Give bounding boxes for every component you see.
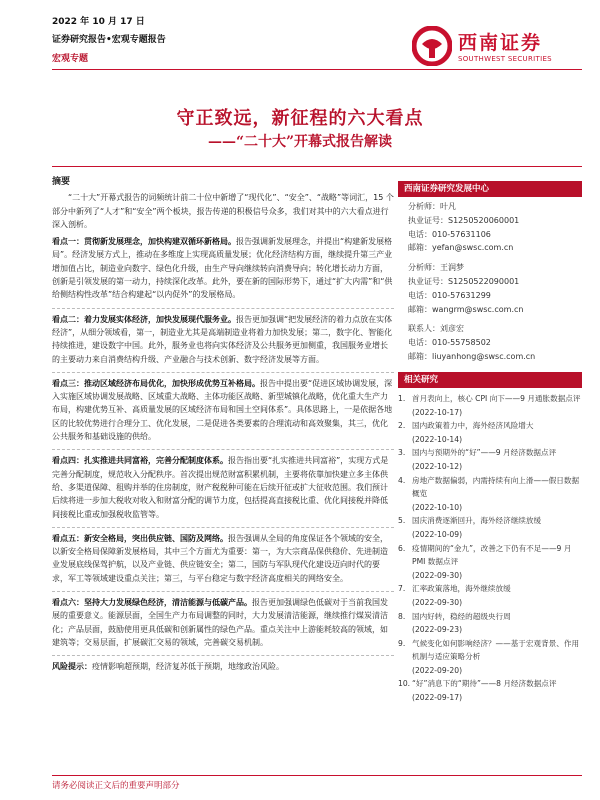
brand-logo — [412, 26, 572, 70]
logo-mark-icon — [412, 26, 452, 66]
related-item[interactable] — [398, 419, 582, 446]
related-research-heading: 相关研究 — [398, 372, 582, 388]
divider — [52, 308, 394, 309]
related-item[interactable] — [398, 514, 582, 541]
related-num: 4. — [398, 475, 406, 485]
analyst-block — [408, 200, 582, 364]
related-title: “好”消息下的“期待”——8 月经济数据点评 — [412, 679, 557, 689]
point-text: 报告中提出要“促进区域协调发展，深入实施区域协调发展战略、区域重大战略、主体功能区战略、新型城镇化战略，优化重大生产力布局，构建优势互补、高质量发展的区域经济布局和国土空间体系”。具体思路上，一是依据各地区的比较优势进行合理分工、优化发展，二是促进各类要素的合理流动和高效聚集，其三，优化公共服务和基础设施的供给。 — [52, 378, 393, 442]
analyst-license: 执业证号：S1250520060001 — [408, 215, 520, 225]
point-text: 报告强调新发展理念，并提出“构建新发展格局”。经济发展方式上，推动在多维度上实现高质量发展；优化经济结构方面，继续提升第三产业增加值占比，制造业向数字、绿色化升级，由生产导向继续转向消费导向；转化增长动力方面，创新是引领发展的第一动力，持续深化改革。此外，要在新的国际形势下，通过“扩大内需”和“供给侧结构性改革”结合构建起“以内促外”的发展格局。 — [52, 237, 393, 300]
research-center-heading: 西南证券研究发展中心 — [398, 181, 582, 197]
title-divider — [52, 166, 582, 167]
header-divider — [52, 69, 582, 70]
related-title: 国庆消费逐渐回升，海外经济继续放缓 — [412, 516, 542, 526]
related-item[interactable] — [398, 610, 582, 637]
contact-phone: 电话：010-55758502 — [408, 338, 491, 348]
analyst-phone: 电话：010-57631106 — [408, 229, 491, 239]
analyst-name: 分析师：叶凡 — [408, 202, 456, 211]
brand-name-cn: 西南证券 — [458, 32, 543, 54]
footer-divider — [52, 775, 582, 776]
related-title: 国内政策着力中，海外经济风险增大 — [412, 421, 534, 431]
divider — [52, 372, 394, 373]
divider — [52, 449, 394, 450]
related-title: 房地产数据偏弱，内需持续有向上滑——假日数据概览 — [412, 475, 580, 499]
related-date: (2022-09-30) — [412, 597, 463, 607]
divider — [52, 655, 394, 656]
risk-text: 疫情影响超预期，经济复苏低于预期，地缘政治风险。 — [92, 662, 284, 672]
related-date: (2022-10-10) — [412, 502, 463, 512]
abstract-intro: “二十大”开幕式报告的词频统计前二十位中新增了“现代化”、“安全”、“战略”等词汇，15 个部分中新列了“人才”和“安全”两个板块，报告传递的积极信号众多，我们对其中的六大看点进行深入剖析。 — [52, 193, 394, 229]
related-num: 3. — [398, 448, 406, 458]
divider — [52, 591, 394, 592]
report-subtitle: ——“二十大”开幕式报告解读 — [207, 134, 393, 150]
related-title: 气候变化如何影响经济？——基于宏观背景、作用机制与适应策略分析 — [412, 638, 580, 662]
analyst-email[interactable]: 邮箱：wangrm@swsc.com.cn — [408, 304, 524, 314]
related-title: 国内与预期外的“好”——9 月经济数据点评 — [412, 448, 557, 458]
risk-note — [52, 660, 394, 673]
related-item[interactable] — [398, 392, 582, 419]
related-title: 国内好转，稳经的超级央行周 — [412, 611, 511, 621]
point-2 — [52, 313, 394, 366]
related-title: 首月表向上，核心 CPI 向下——9 月通胀数据点评 — [412, 394, 581, 403]
analyst-license: 执业证号：S1250522090001 — [408, 276, 520, 286]
related-item[interactable] — [398, 582, 582, 609]
point-lead: 看点六：坚持大力发展绿色经济，清洁能源与低碳产品。 — [52, 598, 252, 608]
point-lead: 看点二：着力发展实体经济，加快发展现代服务业。 — [52, 314, 236, 324]
brand-name-en: SOUTHWEST SECURITIES — [458, 55, 552, 63]
point-1 — [52, 235, 394, 301]
point-text: 报告更加强调绿色低碳对于当前我国发展的重要意义。能源层面，全国生产力布局调整的同时，大力发展清洁能源，继续推行煤炭清洁化；产品层面，鼓励使用更具低碳和创新属性的绿色产品。重点关注中上游能耗较高的领域，如建筑等；交易层面，扩展碳汇交易的领域，完善碳交易机制。 — [52, 598, 388, 647]
related-num: 2. — [398, 421, 406, 431]
related-date: (2022-09-23) — [412, 625, 463, 635]
related-title: 疫情期间的“金九”，改善之下仍有不足——9 月 PMI 数据点评 — [412, 543, 572, 567]
related-item[interactable] — [398, 542, 582, 583]
report-title: 守正致远，新征程的六大看点 — [176, 108, 424, 129]
related-research-list — [398, 392, 582, 705]
point-text: 报告更加强调“把发展经济的着力点放在实体经济”，从细分领域看，第一，制造业尤其是高端制造业将着力加快发展；第二，数字化、智能化持续推进，建设数字中国。此外，服务业也将向实体经济及公共服务更加侧重，我国服务业增长的主要动力来自消费结构升级、产业融合与技术创新、数字经济发展等方面。 — [52, 314, 393, 364]
report-date: 2022 年 10 月 17 日 — [52, 17, 145, 27]
point-lead: 看点四：扎实推进共同富裕，完善分配制度体系。 — [52, 456, 228, 466]
abstract-heading: 摘要 — [52, 177, 71, 187]
contact-name: 联系人：刘彦宏 — [408, 324, 464, 334]
point-3 — [52, 377, 394, 443]
related-date: (2022-10-14) — [412, 434, 463, 444]
point-4 — [52, 454, 394, 520]
related-item[interactable] — [398, 446, 582, 473]
related-num: 1. — [398, 394, 406, 403]
report-type: 证券研究报告•宏观专题报告 — [52, 35, 166, 45]
point-5 — [52, 532, 394, 585]
point-lead: 看点五：新安全格局，突出供应链、国防及网络。 — [52, 533, 228, 543]
divider — [52, 527, 394, 528]
related-date: (2022-09-30) — [412, 570, 463, 580]
point-6 — [52, 596, 394, 649]
related-date: (2022-09-20) — [412, 665, 463, 675]
risk-lead: 风险提示： — [52, 662, 92, 672]
abstract-section — [52, 176, 394, 674]
related-num: 7. — [398, 584, 406, 594]
related-num: 5. — [398, 516, 406, 526]
footer-disclaimer: 请务必阅读正文后的重要声明部分 — [52, 781, 180, 791]
related-title: 汇率政策落地，海外继续放缓 — [412, 584, 511, 594]
related-date: (2022-09-17) — [412, 693, 463, 703]
related-item[interactable] — [398, 677, 582, 704]
point-lead: 看点一：贯彻新发展理念，加快构建双循环新格局。 — [52, 237, 236, 247]
related-item[interactable] — [398, 474, 582, 515]
related-num: 10. — [398, 679, 411, 689]
contact-email[interactable]: 邮箱：liuyanhong@swsc.com.cn — [408, 351, 536, 361]
analyst-email[interactable]: 邮箱：yefan@swsc.com.cn — [408, 243, 514, 253]
related-date: (2022-10-12) — [412, 461, 463, 471]
related-date: (2022-10-17) — [412, 407, 463, 417]
point-lead: 看点三：推动区域经济布局优化，加快形成优势互补格局。 — [52, 378, 260, 388]
report-category: 宏观专题 — [52, 54, 89, 64]
analyst-phone: 电话：010-57631299 — [408, 290, 491, 300]
related-num: 9. — [398, 638, 406, 648]
related-num: 8. — [398, 611, 406, 621]
point-text: 报告强调从全局的角度保证各个领域的安全，以新安全格局保障新发展格局，其中三个方面尤为重要：第一，为大宗商品保供稳价、先进制造业发展底线保驾护航，以及产业链、供应链安全；第二，国防与军队现代化建设迈向时代的要求，军工等领域建设重点关注；第三，与平台稳定与数字经济高度相关的网络安全。 — [52, 533, 388, 583]
related-date: (2022-10-09) — [412, 529, 463, 539]
related-num: 6. — [398, 543, 406, 553]
analyst-name: 分析师：王润梦 — [408, 263, 464, 273]
related-item[interactable] — [398, 637, 582, 678]
point-text: 报告指出要“扎实推进共同富裕”，实现方式是完善分配制度，规范收入分配秩序。首次提出规范财富积累机制，主要将依靠加快建立多主体供给、多渠道保障、租购并举的住房制度，财产税税种可能在后续开征或扩大征收范围。我们预计后续将进一步加大税收对收入和财富分配的调节力度，包括提高直接税比重、优化间接税并降低间接税比重或加强税收监管等。 — [52, 456, 389, 519]
analyst-sidebar — [398, 181, 582, 364]
